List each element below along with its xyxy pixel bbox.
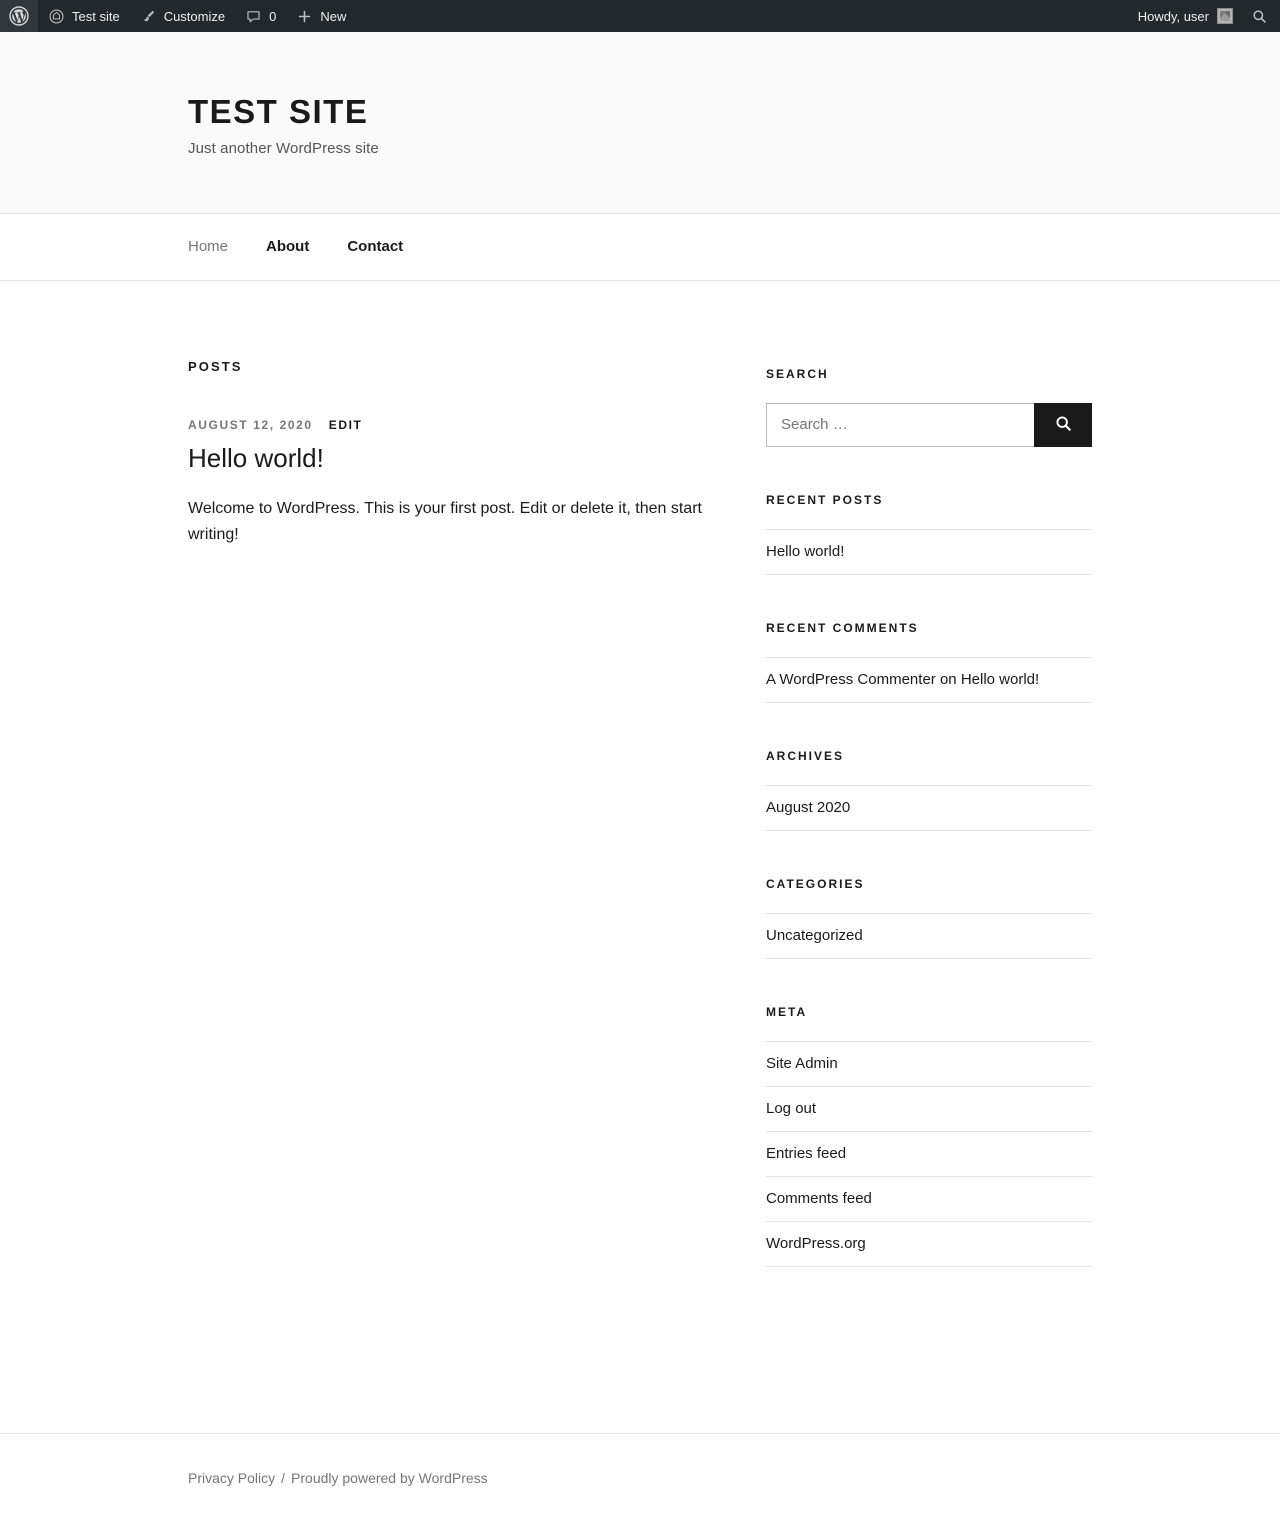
- recent-post-link[interactable]: Hello world!: [766, 542, 845, 560]
- list-item: [766, 1222, 1092, 1267]
- wordpress-logo-icon: [9, 6, 29, 26]
- paintbrush-icon: [140, 8, 157, 25]
- admin-bar-my-account[interactable]: [1128, 0, 1243, 32]
- page-title: TEST SITE: [188, 93, 369, 130]
- widget-meta-title: META: [766, 1004, 808, 1019]
- admin-bar-customize-label: Customize: [163, 8, 226, 24]
- widget-categories: [766, 877, 1092, 959]
- list-item: [766, 1177, 1092, 1222]
- widget-categories-title: CATEGORIES: [766, 876, 865, 891]
- main-content: [188, 359, 718, 549]
- comment-bubble-icon: [245, 8, 262, 25]
- search-icon: [1251, 8, 1268, 25]
- admin-bar-site-name[interactable]: [38, 0, 130, 32]
- search-icon: [1054, 414, 1073, 436]
- content-area: [188, 281, 1092, 1433]
- post-date-link[interactable]: AUGUST 12, 2020: [188, 417, 313, 432]
- list-item: [766, 1087, 1092, 1132]
- archive-link-august-2020[interactable]: August 2020: [766, 798, 851, 816]
- post-title-link[interactable]: Hello world!: [188, 442, 324, 473]
- footer-separator: /: [281, 1469, 286, 1486]
- search-submit-button[interactable]: [1034, 403, 1092, 447]
- site-description: Just another WordPress site: [188, 139, 379, 157]
- avatar: [1217, 8, 1233, 24]
- wordpress-logo-button[interactable]: [0, 0, 38, 32]
- sidebar: [766, 359, 1092, 1313]
- widget-meta: [766, 1005, 1092, 1267]
- admin-bar-search-button[interactable]: [1243, 0, 1280, 32]
- archives-list: [766, 785, 1092, 831]
- widget-archives: [766, 749, 1092, 831]
- list-item: [766, 785, 1092, 831]
- primary-navigation: [0, 214, 1280, 281]
- comment-on-text: on: [935, 670, 961, 688]
- wp-admin-bar: [0, 0, 1280, 32]
- posts-section-label: POSTS: [188, 358, 243, 374]
- post-meta: [188, 418, 718, 432]
- admin-bar-comments-count: 0: [269, 8, 277, 24]
- list-item: [766, 529, 1092, 575]
- search-form: [766, 403, 1092, 447]
- meta-link-wordpress-org[interactable]: WordPress.org: [766, 1234, 866, 1252]
- admin-bar-comments[interactable]: [235, 0, 286, 32]
- meta-link-entries-feed[interactable]: Entries feed: [766, 1144, 847, 1162]
- site-house-icon: [48, 8, 65, 25]
- category-link-uncategorized[interactable]: Uncategorized: [766, 926, 863, 944]
- plus-icon: [296, 8, 313, 25]
- admin-bar-new-label: New: [320, 8, 347, 24]
- comment-author-link[interactable]: A WordPress Commenter: [766, 670, 936, 688]
- widget-search-title: SEARCH: [766, 366, 829, 381]
- post-content: [188, 496, 718, 549]
- list-item: [766, 657, 1092, 703]
- howdy-label: Howdy, user: [1137, 8, 1209, 24]
- post-edit-link[interactable]: EDIT: [328, 417, 363, 432]
- widget-archives-title: ARCHIVES: [766, 748, 845, 763]
- post-excerpt: Welcome to WordPress. This is your first post. Edit or delete it, then start writing!: [188, 500, 702, 544]
- nav-item-about[interactable]: About: [266, 238, 310, 256]
- admin-bar-customize[interactable]: [130, 0, 235, 32]
- admin-bar-right-group: [1128, 0, 1280, 32]
- meta-list: [766, 1041, 1092, 1267]
- admin-bar-new-content[interactable]: [286, 0, 356, 32]
- meta-link-log-out[interactable]: Log out: [766, 1099, 817, 1117]
- widget-recent-posts-title: RECENT POSTS: [766, 492, 884, 507]
- nav-item-home[interactable]: Home: [188, 238, 229, 256]
- widget-search: [766, 367, 1092, 447]
- admin-bar-left-group: [0, 0, 356, 32]
- nav-item-contact[interactable]: Contact: [347, 238, 404, 256]
- categories-list: [766, 913, 1092, 959]
- list-item: [766, 1132, 1092, 1177]
- meta-link-comments-feed[interactable]: Comments feed: [766, 1189, 872, 1207]
- post-article: [188, 418, 718, 549]
- meta-link-site-admin[interactable]: Site Admin: [766, 1054, 838, 1072]
- footer-privacy-policy-link[interactable]: Privacy Policy: [188, 1469, 276, 1486]
- list-item: [766, 913, 1092, 959]
- admin-bar-site-name-label: Test site: [72, 8, 120, 24]
- widget-recent-comments: [766, 621, 1092, 703]
- list-item: [766, 1041, 1092, 1087]
- site-footer: [0, 1433, 1280, 1526]
- post-title: [188, 442, 718, 475]
- footer-credits: [188, 1470, 1092, 1486]
- widget-recent-posts: [766, 493, 1092, 575]
- search-input[interactable]: [766, 403, 1034, 447]
- footer-wordpress-credit-link[interactable]: Proudly powered by WordPress: [291, 1469, 488, 1486]
- recent-comments-list: [766, 657, 1092, 703]
- comment-post-link[interactable]: Hello world!: [960, 670, 1040, 688]
- recent-posts-list: [766, 529, 1092, 575]
- widget-recent-comments-title: RECENT COMMENTS: [766, 620, 919, 635]
- site-header: [0, 32, 1280, 214]
